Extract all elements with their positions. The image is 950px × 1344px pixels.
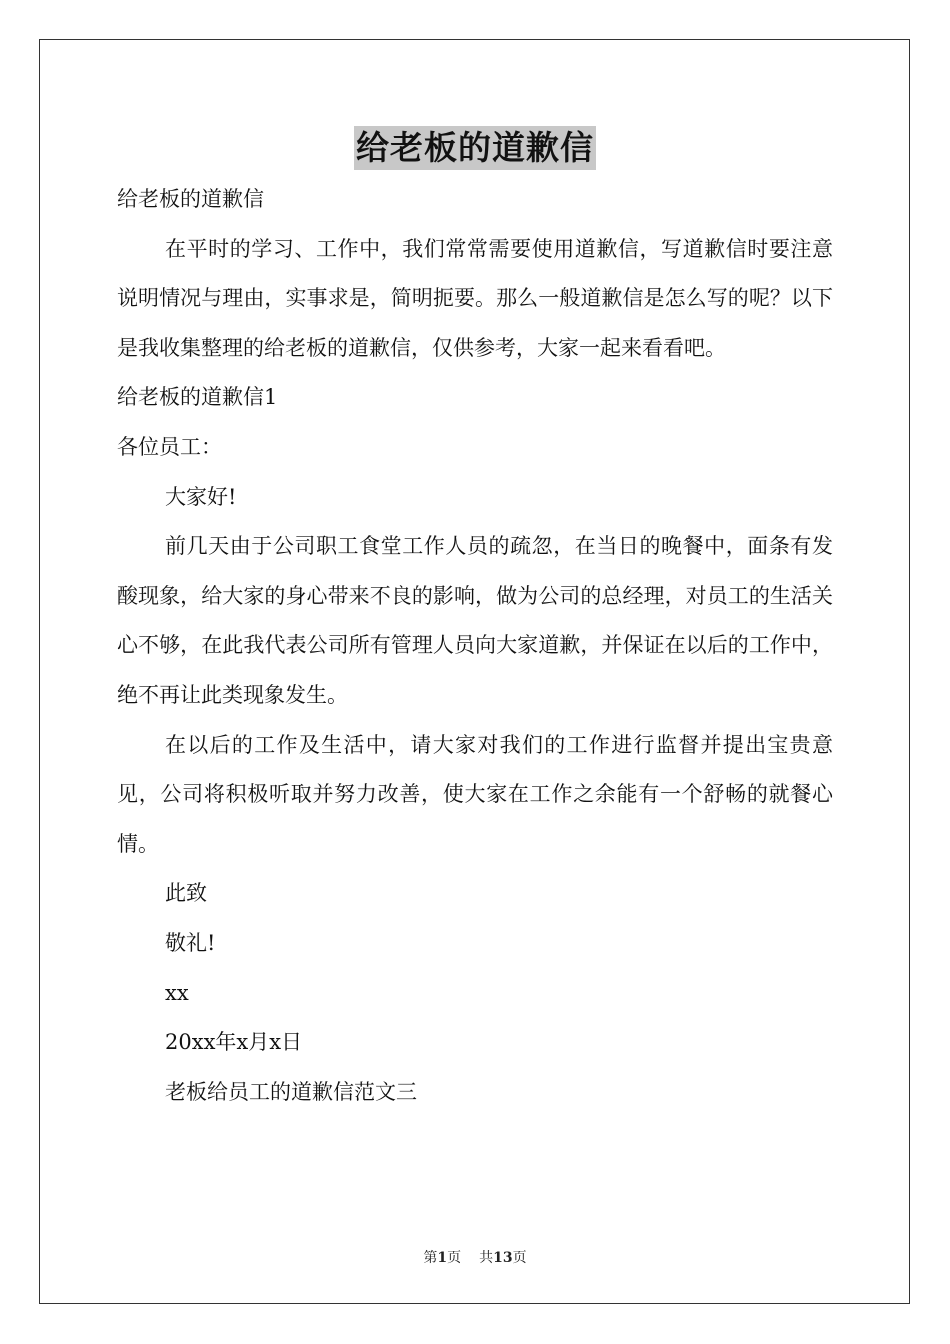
document-body bbox=[117, 175, 833, 1117]
closing-line-1: 此致 bbox=[165, 881, 207, 906]
subtitle-line: 给老板的道歉信 bbox=[117, 187, 264, 211]
body-paragraph-1: 前几天由于公司职工食堂工作人员的疏忽，在当日的晚餐中，面条有发酸现象，给大家的身心带来不良的影响，做为公司的总经理，对员工的生活关心不够，在此我代表公司所有管理人员向大家道歉，并保证在以后的工作中，绝不再让此类现象发生。 bbox=[117, 534, 833, 707]
greeting: 大家好! bbox=[165, 484, 237, 509]
page-unit: 页 bbox=[447, 1250, 462, 1266]
page-current: 1 bbox=[437, 1250, 448, 1266]
document-title: 给老板的道歉信 bbox=[354, 126, 596, 170]
date-line: 20xx年x月x日 bbox=[165, 1030, 303, 1055]
page-total: 13 bbox=[493, 1250, 513, 1266]
letter-heading: 给老板的道歉信1 bbox=[117, 385, 278, 410]
page-footer bbox=[0, 1248, 950, 1268]
page-prefix: 第 bbox=[423, 1250, 438, 1266]
body-paragraph-2: 在以后的工作及生活中，请大家对我们的工作进行监督并提出宝贵意见，公司将积极听取并努力改善，使大家在工作之余能有一个舒畅的就餐心情。 bbox=[117, 732, 833, 856]
next-section-heading: 老板给员工的道歉信范文三 bbox=[165, 1079, 417, 1104]
total-unit: 页 bbox=[512, 1250, 527, 1266]
total-prefix: 共 bbox=[479, 1250, 494, 1266]
title-container bbox=[0, 126, 950, 170]
signature: xx bbox=[165, 980, 189, 1005]
closing-line-2: 敬礼! bbox=[165, 930, 216, 955]
salutation: 各位员工： bbox=[117, 434, 222, 459]
intro-paragraph: 在平时的学习、工作中，我们常常需要使用道歉信，写道歉信时要注意说明情况与理由，实事求是，简明扼要。那么一般道歉信是怎么写的呢？以下是我收集整理的给老板的道歉信，仅供参考，大家一起来看看吧。 bbox=[117, 236, 833, 360]
